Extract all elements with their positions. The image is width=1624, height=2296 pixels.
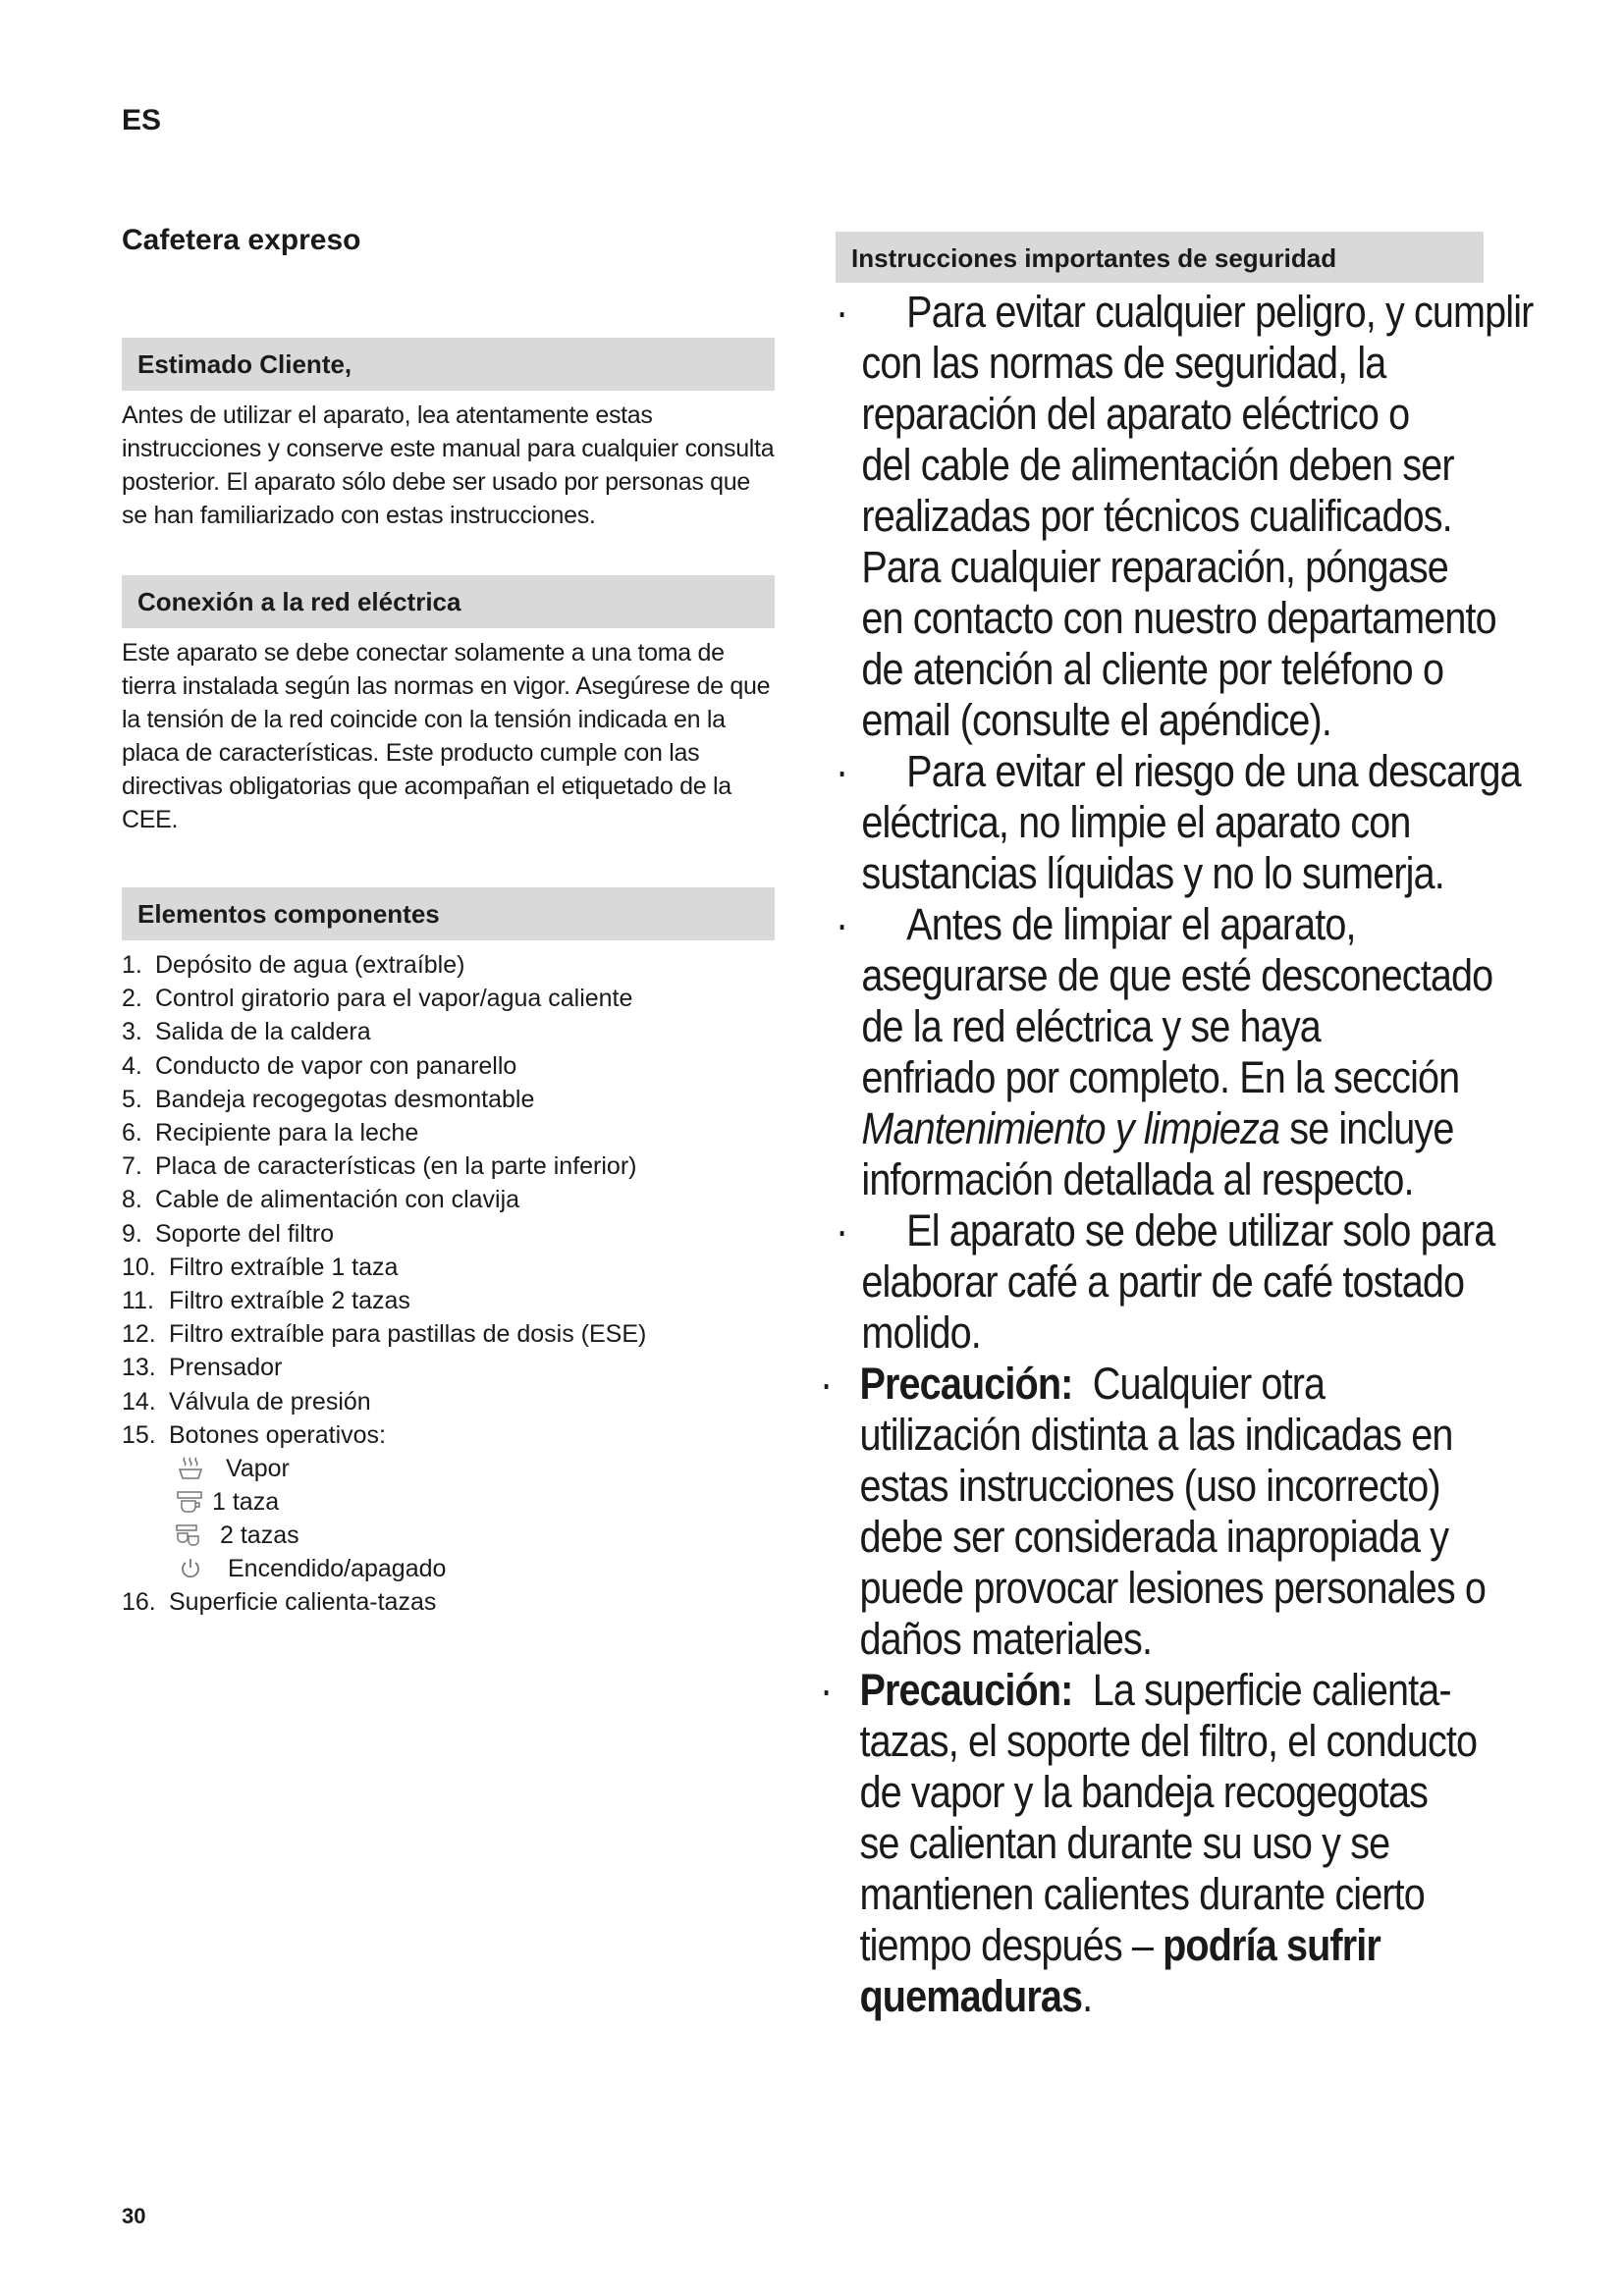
burn-warning: podría sufrir <box>1163 1920 1380 1970</box>
burn-warning-end: quemaduras <box>859 1971 1083 2021</box>
list-item: 9. Soporte del filtro <box>122 1219 335 1248</box>
section-heading-dear-customer: Estimado Cliente, <box>122 338 775 391</box>
page-title: Cafetera expreso <box>122 224 361 256</box>
list-item: 15. Botones operativos: <box>122 1420 386 1449</box>
two-cups-icon <box>175 1522 206 1548</box>
operation-buttons-legend <box>122 1452 775 1585</box>
list-item: 2. Control giratorio para el vapor/agua caliente <box>122 985 633 1013</box>
safety-item: · El aparato se debe utilizar solo para elaborar café a partir de café tostado molido. <box>836 1205 1495 1358</box>
safety-item: · Antes de limpiar el aparato, asegurarse de que esté desconectado de la red eléctrica y se haya enfriado por completo. En la sección Mantenimiento y limpieza se incluye información detallada al respecto. <box>836 899 1493 1204</box>
list-item: 1. Depósito de agua (extraíble) <box>122 951 465 979</box>
list-item: 3. Salida de la caldera <box>122 1018 371 1046</box>
list-item: 8. Cable de alimentación con clavija <box>122 1186 520 1214</box>
legend-row-one-cup: 1 taza <box>171 1485 775 1519</box>
safety-list <box>820 287 1534 2022</box>
page-number: 30 <box>122 2204 146 2228</box>
safety-item: · Para evitar el riesgo de una descarga eléctrica, no limpie el aparato con sustancias líquidas y no lo sumerja. <box>836 746 1521 898</box>
dear-customer-text: Antes de utilizar el aparato, lea atentamente estas instrucciones y conserve este manual para cualquier consulta posterior. El aparato sólo debe ser usado por personas que se han familiarizado con estas instrucciones. <box>122 401 775 529</box>
safety-item-caution: · Precaución: Cualquier otra utilización distinta a las indicadas en estas instrucciones (uso incorrecto) debe ser considerada inapropiada y puede provocar lesiones personales o daños materiales. <box>820 1359 1487 1664</box>
legend-row-power: Encendido/apagado <box>171 1552 775 1585</box>
list-item: 4. Conducto de vapor con panarello <box>122 1051 517 1080</box>
list-item: 10. Filtro extraíble 1 taza <box>122 1253 399 1281</box>
components-list-end <box>122 1585 775 1619</box>
legend-row-two-cups: 2 tazas <box>171 1519 775 1552</box>
one-cup-icon <box>175 1489 206 1515</box>
safety-item-caution: · Precaución: La superficie calienta- tazas, el soporte del filtro, el conducto de vapor y la bandeja recogegotas se calientan durante su uso y se mantienen calientes durante cierto tiempo después – podría sufrir quemaduras. <box>820 1665 1478 2021</box>
safety-item: · Para evitar cualquier peligro, y cumplir con las normas de seguridad, la reparación del aparato eléctrico o del cable de alimentación deben ser realizadas por técnicos cualificados. Para cualquier reparación, póngase en contacto con nuestro departamento de atención al cliente por teléfono o email (consulte el apéndice). <box>836 287 1534 745</box>
legend-row-steam: Vapor <box>171 1452 775 1485</box>
list-item: 7. Placa de características (en la parte inferior) <box>122 1152 637 1181</box>
caution-label: Precaución: <box>859 1359 1073 1409</box>
components-list <box>122 948 775 1452</box>
list-item: 11. Filtro extraíble 2 tazas <box>122 1287 410 1315</box>
list-item: 12. Filtro extraíble para pastillas de dosis (ESE) <box>122 1320 647 1349</box>
section-heading-power-connection: Conexión a la red eléctrica <box>122 575 775 628</box>
caution-label: Precaución: <box>859 1665 1073 1715</box>
list-item: 5. Bandeja recogegotas desmontable <box>122 1085 535 1113</box>
list-item: 16. Superficie calienta-tazas <box>122 1588 437 1617</box>
list-item: 6. Recipiente para la leche <box>122 1119 419 1148</box>
section-heading-components: Elementos componentes <box>122 887 775 940</box>
right-column <box>820 232 1534 2022</box>
maintenance-section-ref: Mantenimiento y limpieza <box>861 1103 1280 1153</box>
steam-icon <box>175 1456 206 1481</box>
power-connection-text: Este aparato se debe conectar solamente a una toma de tierra instalada según las normas en vigor. Asegúrese de que la tensión de la red coincide con la tensión indicada en la placa de características. Este producto cumple con las directivas obligatorias que acompañan el etiquetado de la CEE. <box>122 639 771 833</box>
left-column <box>122 338 775 1619</box>
list-item: 14. Válvula de presión <box>122 1387 371 1415</box>
section-heading-safety: Instrucciones importantes de seguridad <box>836 232 1484 283</box>
language-code: ES <box>122 104 162 136</box>
power-icon <box>175 1556 206 1581</box>
list-item: 13. Prensador <box>122 1354 283 1382</box>
